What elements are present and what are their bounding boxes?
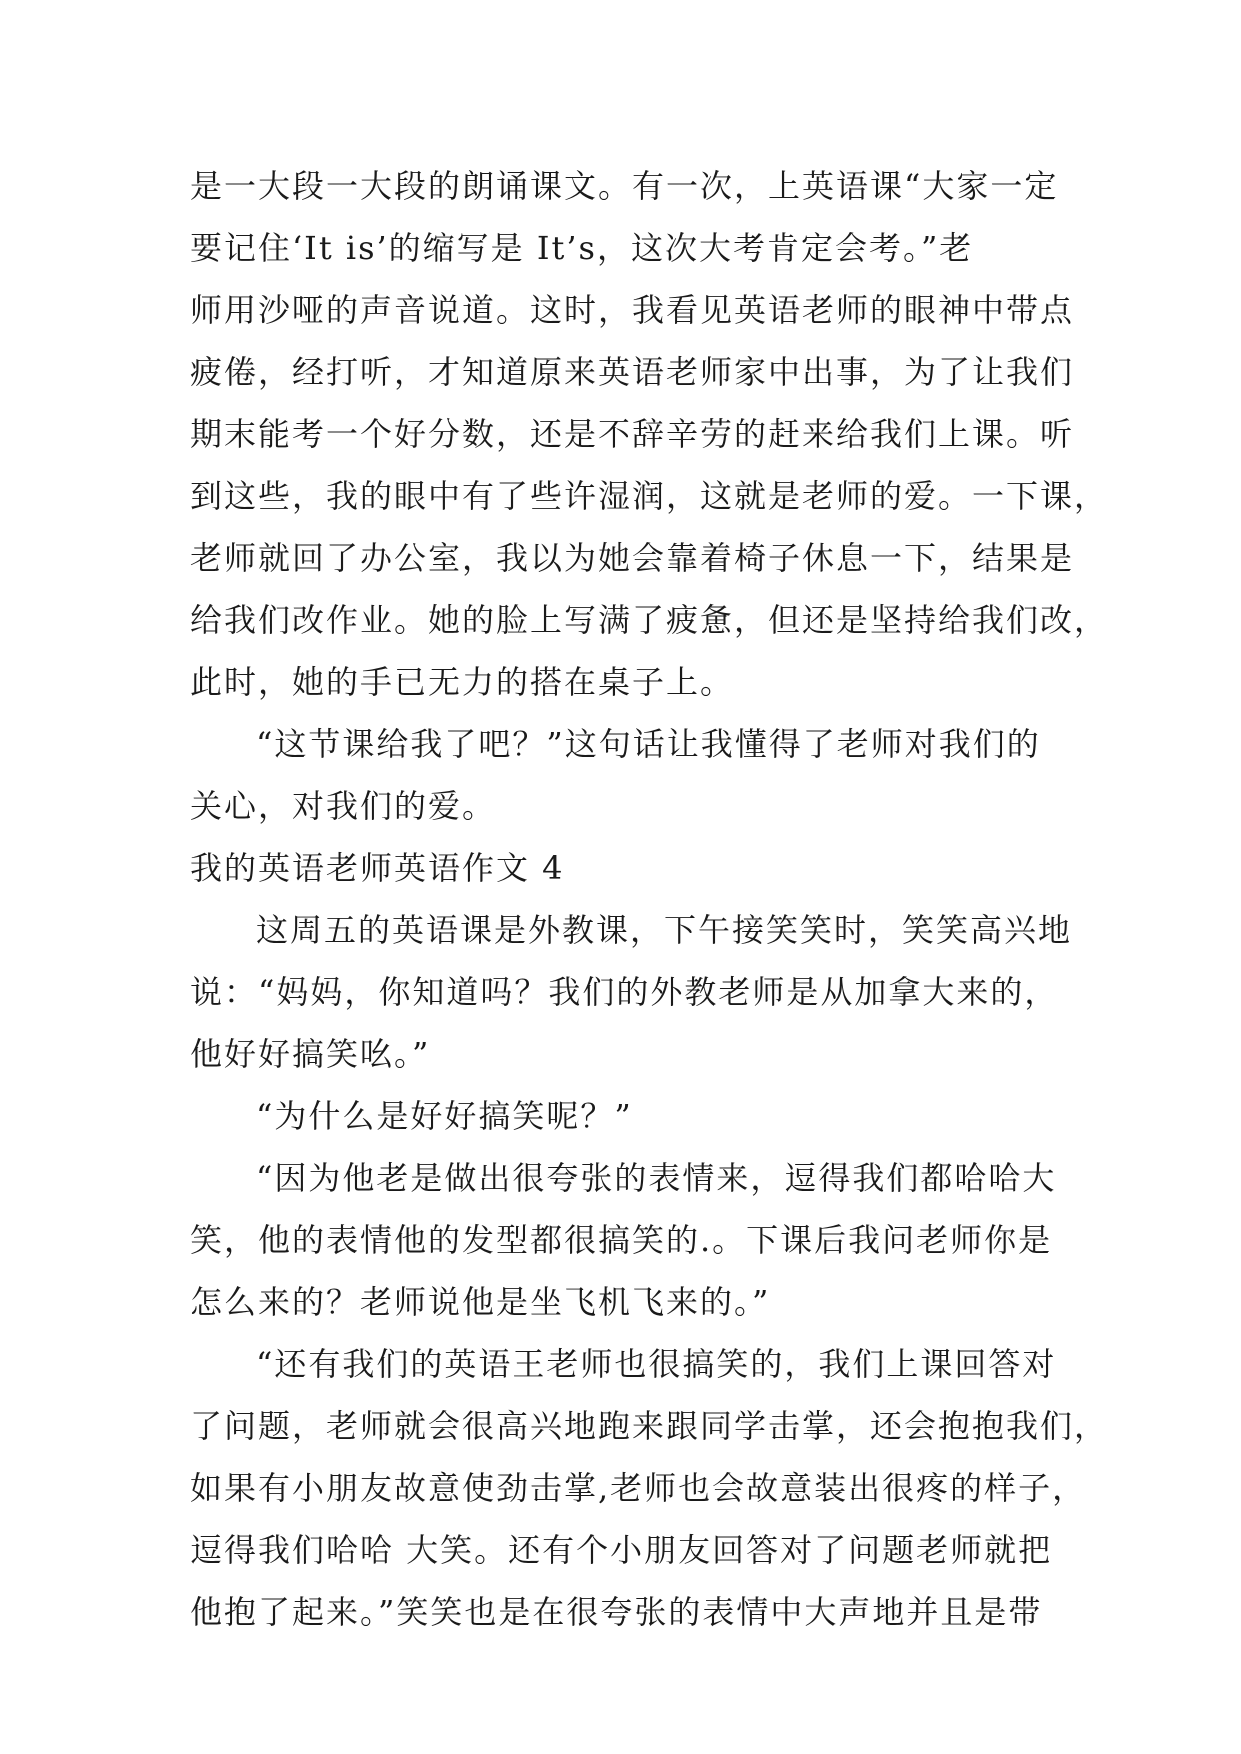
text-line: 此时，她的手已无力的搭在桌子上。 — [190, 663, 735, 701]
text-line: 这周五的英语课是外教课，下午接笑笑时，笑笑高兴地 — [256, 911, 1073, 949]
text-line: 疲倦，经打听，才知道原来英语老师家中出事，为了让我们 — [190, 353, 1075, 391]
text-line: “这节课给我了吧？”这句话让我懂得了老师对我们的 — [256, 725, 1041, 763]
text-line: 他好好搞笑吆。” — [190, 1035, 431, 1073]
text-line: 了问题，老师就会很高兴地跑来跟同学击掌，还会抱抱我们， — [190, 1407, 1109, 1445]
document-body — [190, 155, 1109, 1643]
section-heading: 我的英语老师英语作文 4 — [190, 849, 565, 887]
text-line: 说：“妈妈，你知道吗？我们的外教老师是从加拿大来的， — [190, 973, 1059, 1011]
text-line: 给我们改作业。她的脸上写满了疲惫，但还是坚持给我们改， — [190, 601, 1109, 639]
text-line: 要记住‘It is’的缩写是 It’s，这次大考肯定会考。”老 — [190, 229, 974, 267]
text-line: 笑，他的表情他的发型都很搞笑的.。下课后我问老师你是 — [190, 1221, 1053, 1259]
text-line: 他抱了起来。”笑笑也是在很夸张的表情中大声地并且是带 — [190, 1593, 1043, 1631]
text-line: 是一大段一大段的朗诵课文。有一次，上英语课“大家一定 — [190, 167, 1059, 205]
text-line: 期末能考一个好分数，还是不辞辛劳的赶来给我们上课。听 — [190, 415, 1075, 453]
text-line: 师用沙哑的声音说道。这时，我看见英语老师的眼神中带点 — [190, 291, 1075, 329]
text-line: 逗得我们哈哈 大笑。还有个小朋友回答对了问题老师就把 — [190, 1531, 1053, 1569]
text-line: “因为他老是做出很夸张的表情来，逗得我们都哈哈大 — [256, 1159, 1057, 1197]
text-line: 关心，对我们的爱。 — [190, 787, 497, 825]
text-line: 怎么来的？老师说他是坐飞机飞来的。” — [190, 1283, 771, 1321]
text-line: 如果有小朋友故意使劲击掌,老师也会故意装出很疼的样子， — [190, 1469, 1087, 1507]
text-line: “还有我们的英语王老师也很搞笑的，我们上课回答对 — [256, 1345, 1057, 1383]
text-line: “为什么是好好搞笑呢？” — [256, 1097, 633, 1135]
text-line: 老师就回了办公室，我以为她会靠着椅子休息一下，结果是 — [190, 539, 1075, 577]
text-line: 到这些，我的眼中有了些许湿润，这就是老师的爱。一下课， — [190, 477, 1109, 515]
